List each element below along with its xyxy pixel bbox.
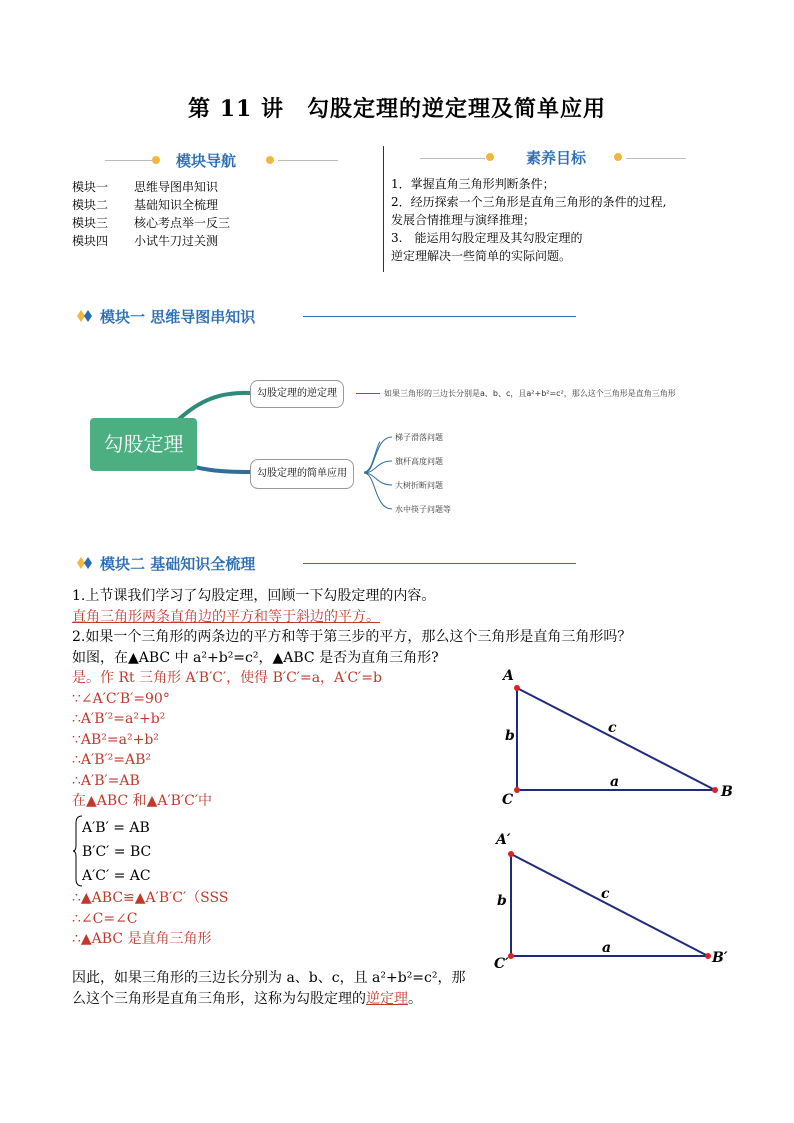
nav-divider-left [105,160,155,161]
section1-rule [303,316,576,317]
section1-heading: 模块一 思维导图串知识 [100,308,256,326]
vertex-a-label: A [503,668,514,684]
mindmap-branch-application: 勾股定理的简单应用 [250,459,354,489]
goals-divider-right [626,158,686,159]
goals-heading: 素养目标 [526,149,587,167]
triangle-abc-prime-figure [495,840,745,970]
mindmap-root: 勾股定理 [90,418,197,471]
vertex-c-prime-label: C′ [494,956,509,972]
side-a-label: a [610,774,620,790]
mindmap-leaf-connectors [364,432,394,514]
section2-rule [303,563,576,564]
mindmap-leaf: 大树折断问题 [395,481,443,490]
nav-heading: 模块导航 [176,152,237,170]
vertex-a-prime-label: A′ [496,832,511,848]
nav-dot-icon [152,156,160,164]
side-b-label: b [497,893,507,909]
mindmap-leaf: 梯子滑落问题 [395,433,443,442]
section2-heading: 模块二 基础知识全梳理 [100,555,256,573]
mindmap-link [356,393,380,394]
mindmap-leaf: 水中筷子问题等 [395,505,451,514]
theorem-statement: 直角三角形两条直角边的平方和等于斜边的平方。 [72,608,380,625]
diamond-icon [76,309,94,323]
nav-item[interactable]: 模块二 基础知识全梳理 [72,198,219,212]
vertex-b-label: B [721,784,733,800]
nav-item[interactable]: 模块三 核心考点举一反三 [72,216,231,230]
vertex-c-label: C [502,792,514,808]
mindmap-branch-converse: 勾股定理的逆定理 [250,380,344,408]
page-title: 第 11 讲 勾股定理的逆定理及简单应用 [188,96,606,122]
side-c-label: c [601,886,610,902]
goals-list: 1．掌握直角三角形判断条件； 2．经历探索一个三角形是直角三角形的条件的过程, 发展合情推理与演绎推理； 3. 能运用勾股定理及其勾股定理的 逆定理解决一些简单的实际问题。 [391,177,667,263]
goals-divider-left [420,158,485,159]
column-divider [383,146,384,272]
proof-block: 是。作 Rt 三角形 A′B′C′，使得 B′C′=a，A′C′=b ∵∠A′C′B′=90° ∴A′B′²=a²+b² ∵AB²=a²+b² ∴A′B′²=AB² ∴A′B′=AB 在▲ABC 和▲A′B′C′中 [72,670,382,809]
equation-system: A′B′ = AB B′C′ = BC A′C′ = AC [82,820,152,884]
side-a-label: a [602,940,612,956]
nav-dot-icon [266,156,274,164]
diamond-icon [76,556,94,570]
vertex-b-prime-label: B′ [712,950,728,966]
final-paragraph: 因此，如果三角形的三边长分别为 a、b、c，且 a²+b²=c²，那 么这个三角形是直角三角形，这称为勾股定理的逆定理。 [72,970,466,1007]
mindmap-leaf: 旗杆高度问题 [395,457,443,466]
section2-body [72,586,732,668]
triangle-abc-figure [495,670,745,810]
nav-divider-right [278,160,338,161]
paragraph: 如图，在▲ABC 中 a²+b²=c²，▲ABC 是否为直角三角形? [72,649,439,666]
nav-item[interactable]: 模块一 思维导图串知识 [72,180,219,194]
side-c-label: c [608,720,617,736]
paragraph: 1.上节课我们学习了勾股定理，回顾一下勾股定理的内容。 [72,588,436,604]
mindmap-note: 如果三角形的三边长分别是a、b、c，且a²+b²=c²，那么这个三角形是直角三角形 [384,389,676,398]
goals-dot-icon [614,153,622,161]
conclusion-block: ∴▲ABC≌▲A′B′C′（SSS ∴∠C=∠C ∴▲ABC 是直角三角形 [72,890,229,947]
side-b-label: b [505,728,515,744]
nav-item[interactable]: 模块四 小试牛刀过关测 [72,234,219,248]
paragraph: 2.如果一个三角形的两条边的平方和等于第三步的平方，那么这个三角形是直角三角形吗？ [72,629,632,645]
goals-dot-icon [486,153,494,161]
nav-list [72,178,372,250]
